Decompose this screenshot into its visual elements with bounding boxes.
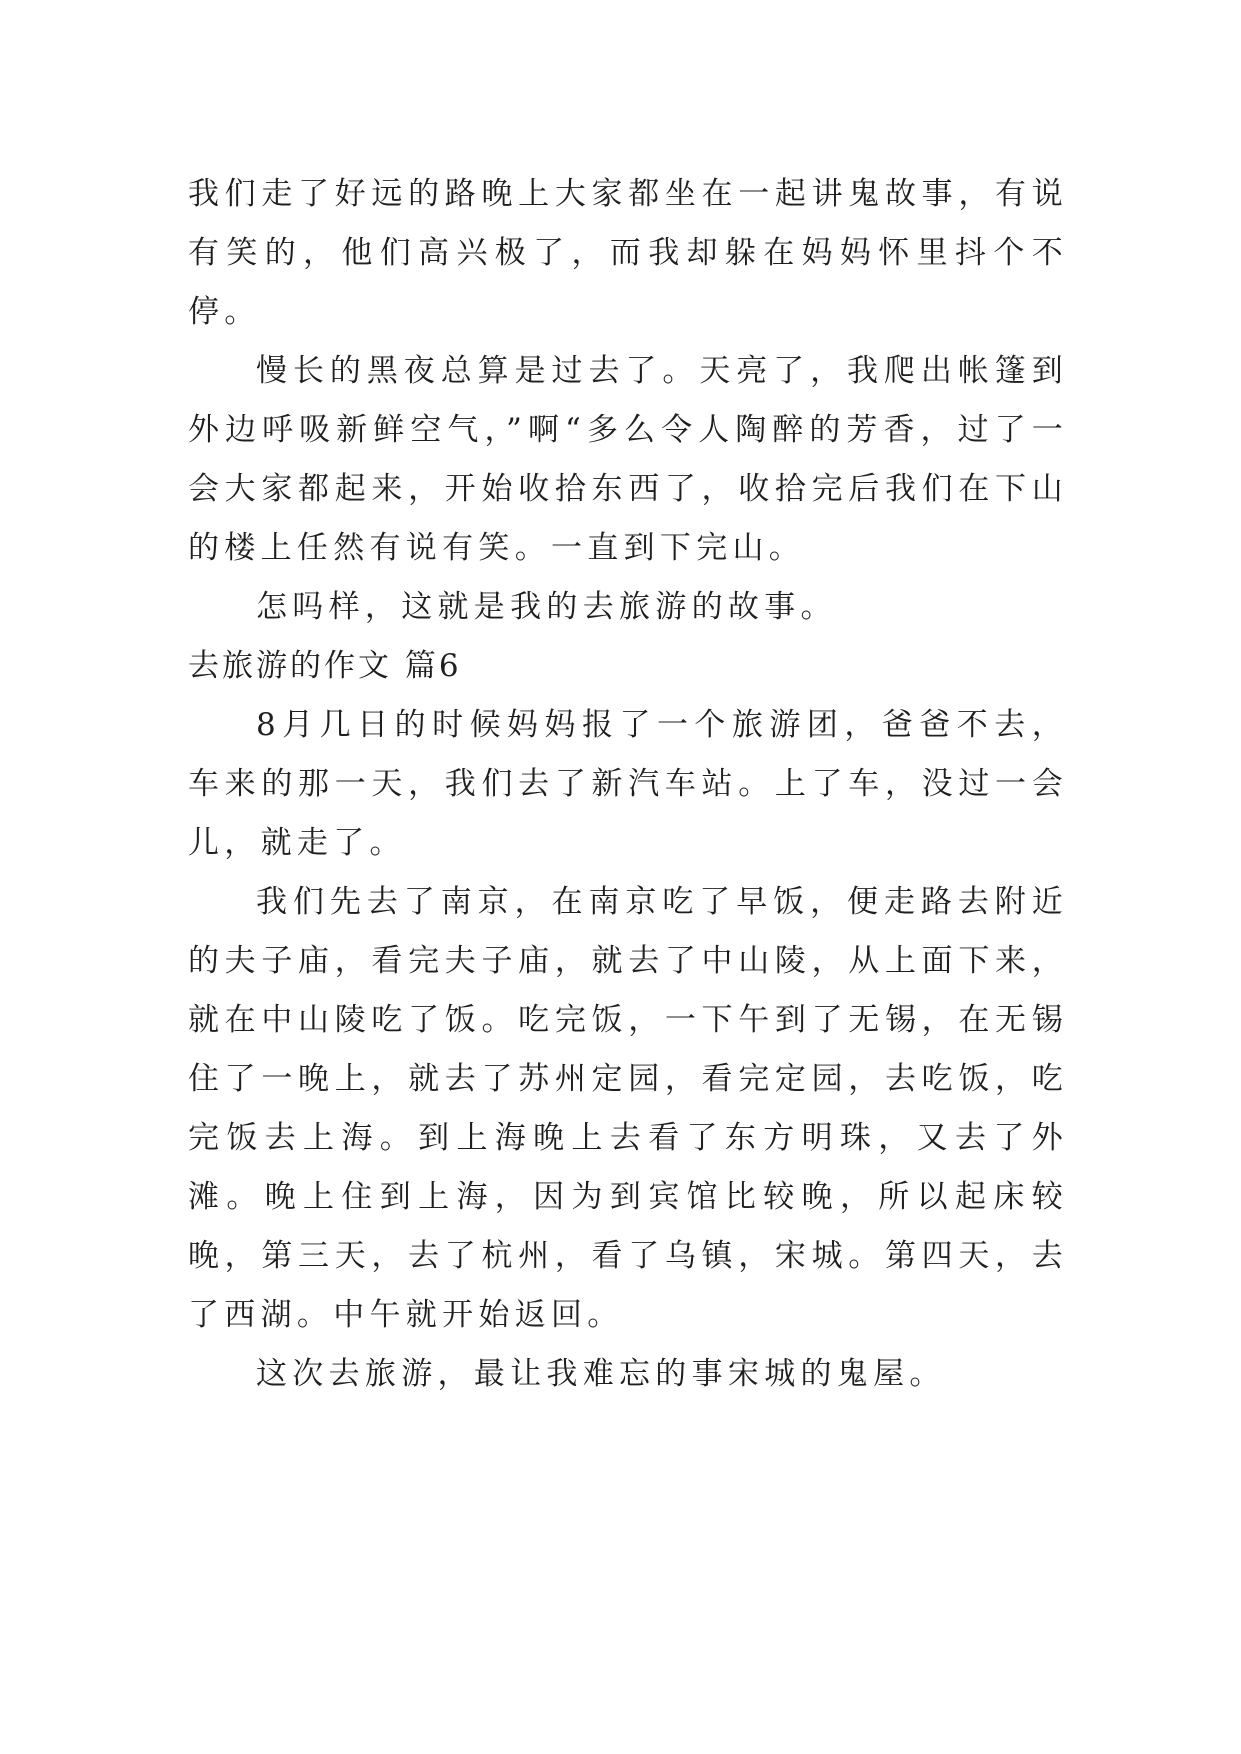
document-body	[188, 165, 1068, 1404]
paragraph-3: 怎吗样，这就是我的去旅游的故事。	[256, 589, 837, 625]
paragraph-1: 我们走了好远的路晚上大家都坐在一起讲鬼故事，有说有笑的，他们高兴极了，而我却躲在妈妈怀里抖个不停。	[188, 176, 1068, 330]
paragraph-2: 慢长的黑夜总算是过去了。天亮了，我爬出帐篷到外边呼吸新鲜空气，”啊“多么令人陶醉的芳香，过了一会大家都起来，开始收拾东西了，收拾完后我们在下山的楼上任然有说有笑。一直到下完山。	[188, 353, 1068, 566]
paragraph-4: 8月几日的时候妈妈报了一个旅游团，爸爸不去，车来的那一天，我们去了新汽车站。上了车，没过一会儿，就走了。	[188, 707, 1068, 861]
paragraph-6: 这次去旅游，最让我难忘的事宋城的鬼屋。	[256, 1356, 946, 1392]
paragraph-5: 我们先去了南京，在南京吃了早饭，便走路去附近的夫子庙，看完夫子庙，就去了中山陵，从上面下来，就在中山陵吃了饭。吃完饭，一下午到了无锡，在无锡住了一晚上，就去了苏州定园，看完定园，去吃饭，吃完饭去上海。到上海晚上去看了东方明珠，又去了外滩。晚上住到上海，因为到宾馆比较晚，所以起床较晚，第三天，去了杭州，看了乌镇，宋城。第四天，去了西湖。中午就开始返回。	[188, 884, 1068, 1333]
section-heading: 去旅游的作文 篇6	[188, 648, 462, 684]
